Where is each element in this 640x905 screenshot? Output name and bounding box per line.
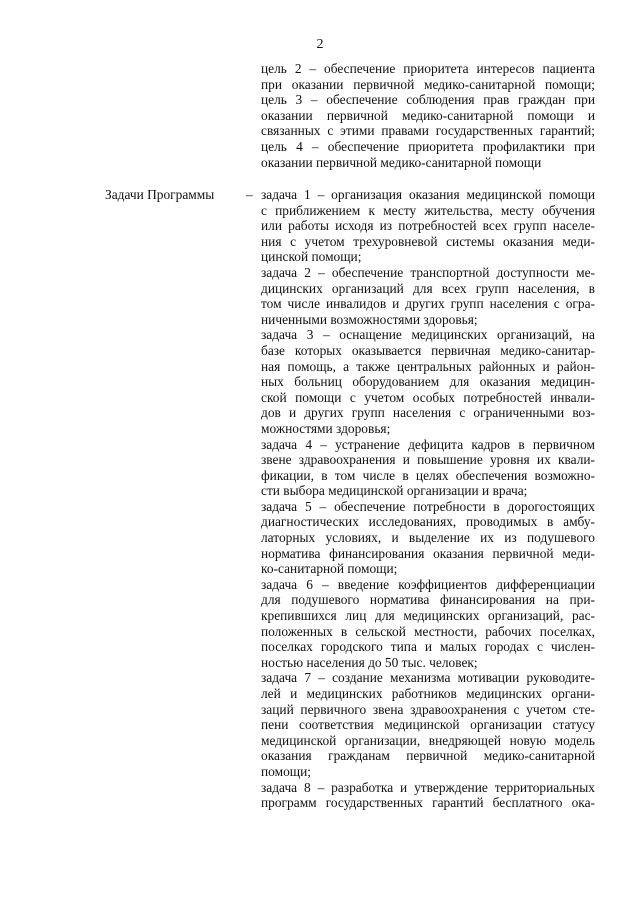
task-line: или работы исходя из потребностей всех групп населе- (261, 218, 595, 234)
task-line: задача 8 – разработка и утверждение территориальных (261, 779, 595, 795)
task-item (261, 577, 595, 671)
task-line: фикации, в том числе в целях обеспечения возможно- (261, 467, 595, 483)
task-line: дов и других групп населения с ограниченными воз- (261, 405, 595, 421)
task-line: ная помощь, а также центральных районных и район- (261, 358, 595, 374)
task-line: крепившихся лиц для медицинских организаций, рас- (261, 608, 595, 624)
task-item (261, 780, 595, 811)
task-line: задача 4 – устранение дефицита кадров в первичном (261, 436, 595, 452)
task-line: том числе инвалидов и других групп населения с огра- (261, 296, 595, 312)
task-line: помощи; (261, 763, 311, 779)
goals-line: цель 3 – обеспечение соблюдения прав граждан при (261, 92, 595, 108)
task-line: диагностических исследованиях, проводимых в амбу- (261, 514, 595, 530)
task-line: ниченными возможностями здоровья; (261, 311, 478, 327)
task-line: задача 7 – создание механизма мотивации руководите- (261, 670, 595, 686)
task-line: можностями здоровья; (261, 420, 391, 436)
task-line: латорных условиях, и выделение их из подушевого (261, 530, 595, 546)
task-line: ных больниц оборудованием для оказания медицин- (261, 374, 595, 390)
task-line: ской помощи с учетом особых потребностей инвали- (261, 389, 595, 405)
task-line: поселках городского типа и малых городах с числен- (261, 639, 595, 655)
task-line: программ государственных гарантий бесплатного ока- (261, 795, 595, 811)
task-line: задача 3 – оснащение медицинских организаций, на (261, 327, 595, 343)
task-line: норматива финансирования оказания первичной меди- (261, 545, 595, 561)
task-item (261, 187, 595, 265)
goals-line: при оказании первичной медико-санитарной помощи; (261, 76, 595, 92)
task-line: задача 6 – введение коэффициентов дифференциации (261, 576, 595, 592)
task-line: базе которых оказывается первичная медико-санитар- (261, 342, 595, 358)
goals-continuation (261, 61, 595, 170)
goals-line: связанных с этими правами государственных гарантий; (261, 123, 595, 139)
page-number: 2 (316, 37, 324, 52)
task-line: заций первичного звена здравоохранения с учетом сте- (261, 701, 595, 717)
task-line: сти выбора медицинской организации и врача; (261, 483, 528, 499)
task-line: лей и медицинских работников медицинских органи- (261, 686, 595, 701)
tasks-dash: – (246, 187, 253, 202)
task-item (261, 327, 595, 436)
task-item (261, 499, 595, 577)
task-line: ния с учетом трехуровневой системы оказания меди- (261, 233, 595, 249)
task-line: задача 1 – организация оказания медицинской помощи (261, 187, 595, 202)
task-line: ностью населения до 50 тыс. человек; (261, 654, 478, 670)
tasks-label: Задачи Программы (105, 187, 215, 202)
task-line: для подушевого норматива финансирования на при- (261, 592, 595, 608)
task-line: ко-санитарной помощи; (261, 561, 398, 577)
task-item (261, 265, 595, 327)
goals-line: цель 2 – обеспечение приоритета интересов пациента (261, 61, 595, 76)
task-line: дицинских организаций для всех групп населения, в (261, 280, 595, 296)
task-line: медицинской организации, внедряющей новую модель (261, 732, 595, 748)
goals-line: цель 4 – обеспечение приоритета профилактики при (261, 138, 595, 154)
task-line: пени соответствия медицинской организации статусу (261, 717, 595, 733)
task-line: положенных в сельской местности, рабочих поселках, (261, 623, 595, 639)
task-item (261, 437, 595, 499)
goals-line: оказании первичной медико-санитарной помощи и (261, 107, 595, 123)
goals-line: оказании первичной медико-санитарной помощи (261, 154, 542, 170)
task-line: звене здравоохранения и повышение уровня их квали- (261, 452, 595, 468)
task-line: оказания гражданам первичной медико-санитарной (261, 748, 595, 764)
task-line: цинской помощи; (261, 249, 362, 265)
task-line: с приближением к месту жительства, месту обучения (261, 202, 595, 218)
tasks-list (261, 187, 595, 811)
task-line: задача 5 – обеспечение потребности в дорогостоящих (261, 498, 595, 514)
task-item (261, 670, 595, 779)
task-line: задача 2 – обеспечение транспортной доступности ме- (261, 264, 595, 280)
